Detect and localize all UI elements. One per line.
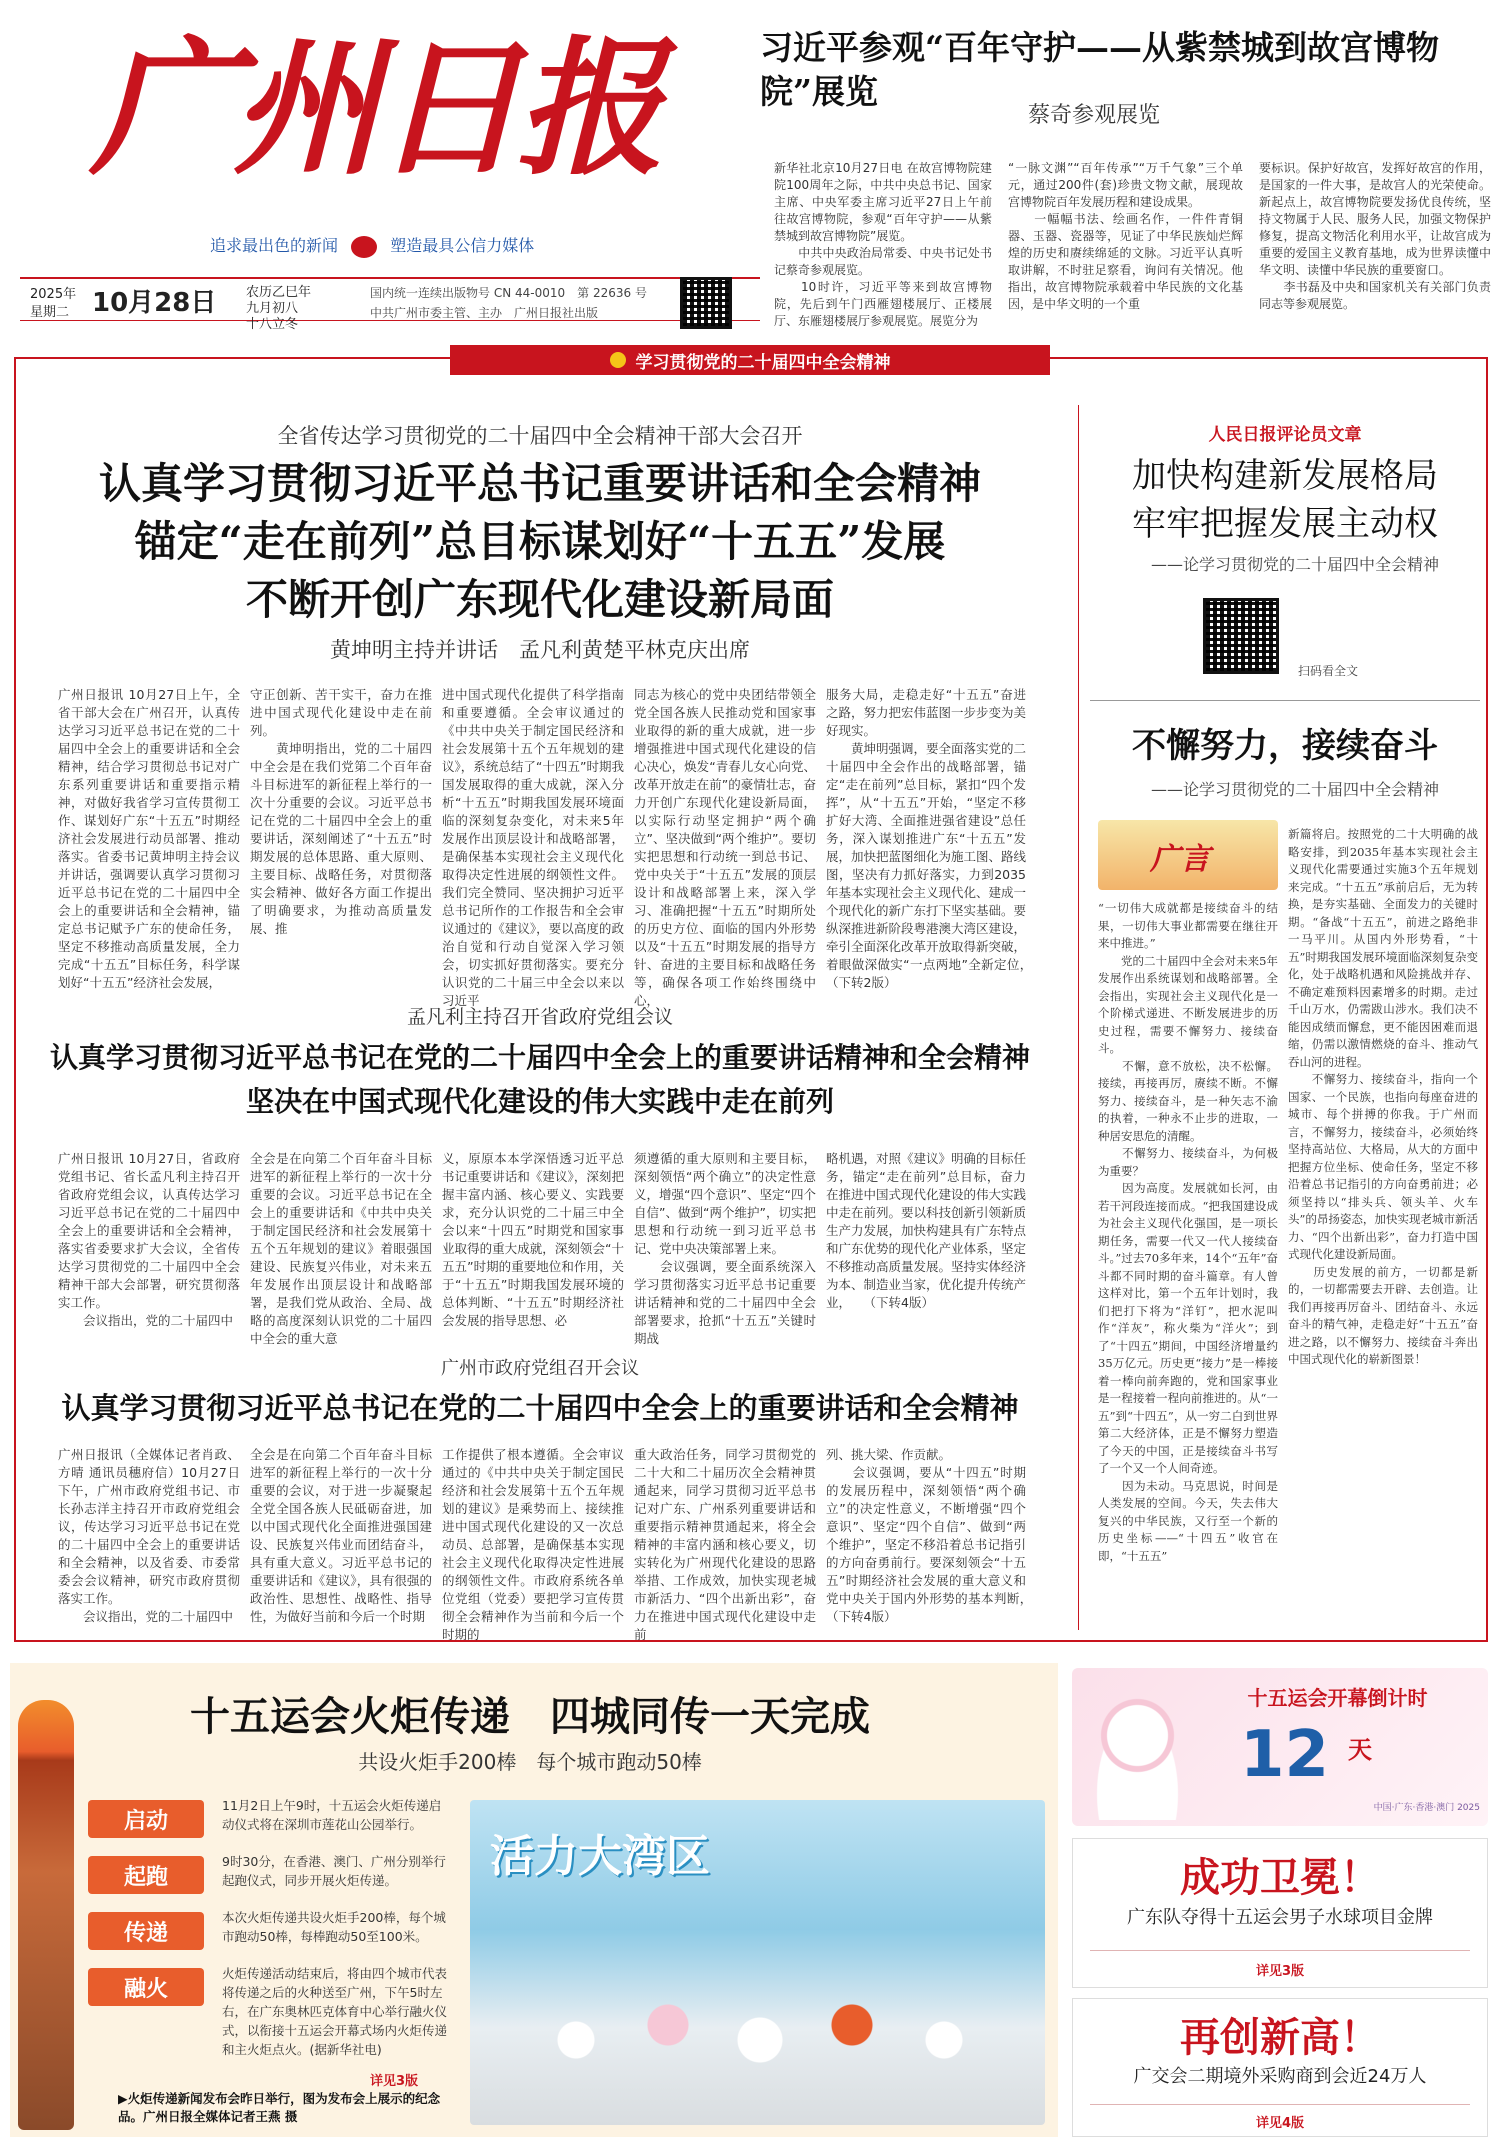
publisher-text: 中共广州市委主管、主办 [370, 306, 503, 320]
story1-headline-line-3: 不断开创广东现代化建设新局面 [245, 575, 834, 624]
torch-photo [470, 1800, 1045, 2125]
story2-col-4: 须遵循的重大原则和主要目标，深刻领悟“两个确立”的决定性意义，增强“四个意识”、坚定“四个自信”、做到“两个维护”，切实把思想和行动统一到习近平总书记、党中央决策部署上来。 会议强调，要全面系统深入学习贯彻落实习近平总书记重要讲话精神和党的二十届四中全会部署要求，抢抓“十五五”关键时期战 [634, 1151, 816, 1346]
lunar-day: 九月初八 [246, 301, 299, 316]
sidebar-separator [1090, 700, 1480, 701]
lunar-year: 农历乙巳年 [246, 285, 312, 300]
story3-col-3: 工作提供了根本遵循。全会审议通过的《中共中央关于制定国民经济和社会发展第十五个五年规划的建议》是乘势而上、接续推进中国式现代化建设的又一次总动员、总部署，是确保基本实现社会主义现代化取得决定性进展的纲领性文件。市政府系统各单位党组（党委）要把学习宣传贯彻全会精神作为当前和今后一个时期的 [442, 1447, 624, 1642]
news-b-text: 广交会二期境外采购商到会近24万人 [1133, 2066, 1427, 2087]
step-text-launch: 11月2日上午9时，十五运会火炬传递启动仪式将在深圳市莲花山公园举行。 [222, 1798, 442, 1832]
column-title: 不懈努力，接续奋斗 [1132, 726, 1438, 766]
step-text-start: 9时30分，在香港、澳门、广州分别举行起跑仪式，同步开展火炬传递。 [222, 1854, 446, 1888]
sidebar-qr-label: 扫码看全文 [1298, 664, 1359, 678]
column-badge [1098, 820, 1278, 890]
story1-kicker: 全省传达学习贯彻党的二十届四中全会精神干部大会召开 [277, 424, 803, 448]
photo-banner: 活力大湾区 [490, 1831, 710, 1882]
countdown-number: 12 [1240, 1718, 1330, 1792]
story1-col-1: 广州日报讯 10月27日上午，全省干部大会在广州召开，认真传达学习习近平总书记在党的二十届四中全会上的重要讲话和全会精神，结合学习贯彻总书记对广东系列重要讲话和重要指示精神，对做好我省学习宣传贯彻工作、谋划好广东“十五五”时期经济社会发展进行动员部署、推动落实。省委书记黄坤明主持会议并讲话，强调要认真学习贯彻习近平总书记在党的二十届四中全会上的重要讲话和全会精神，锚定总书记赋予广东的使命任务，坚定不移推动高质量发展，全力完成“十五五”目标任务，科学谋划好“十五五”经济社会发展， [58, 687, 240, 990]
sidebar-title-line-1: 加快构建新发展格局 [1132, 456, 1438, 496]
column-badge-text: 广言 [1150, 842, 1210, 877]
section-banner [450, 345, 1050, 375]
slogan-right: 塑造最具公信力媒体 [390, 236, 535, 255]
story2-headline-line-2: 坚决在中国式现代化建设的伟大实践中走在前列 [245, 1085, 834, 1118]
weekday: 星期二 [30, 305, 70, 320]
slogan-left: 追求最出色的新闻 [210, 236, 339, 255]
top-story-col-2: “一脉文渊”“百年传承”“万千气象”三个单元，通过200件(套)珍贵文物文献，展现故宫博物院百年发展历程和建设成果。 一幅幅书法、绘画名作，一件件青铜器、玉器、瓷器等，见证了中华民族灿烂辉煌的历史和赓续绵延的文脉。习近平认真听取讲解，不时驻足察看，询问有关情况。他指出，故宫博物院承载着中华民族的文化基因，是中华文明的一个重 [1008, 161, 1243, 311]
story3-col-1: 广州日报讯（全媒体记者肖政、方晴 通讯员穗府信）10月27日下午，广州市政府党组书记、市长孙志洋主持召开市政府党组会议，传达学习习近平总书记在党的二十届四中全会上的重要讲话和全会精神，以及省委、市委常委会会议精神，研究市政府贯彻落实工作。 会议指出，党的二十届四中 [58, 1447, 240, 1624]
party-emblem-icon [610, 352, 626, 368]
news-b-headline: 再创新高！ [1180, 2014, 1380, 2061]
torch-illustration [18, 1700, 74, 2130]
masthead [0, 0, 1500, 335]
slogan [210, 233, 534, 258]
countdown-mascot [1085, 1690, 1190, 1820]
story1-col-5: 服务大局，走稳走好“十五五”奋进之路，努力把宏伟蓝图一步步变为美好现实。 黄坤明强调，要全面落实党的二十届四中全会作出的战略部署，锚定“走在前列”总目标，紧扣“四个发挥”，从“十五五”开始，“坚定不移扩好大湾、全面推进强省建设”总任务，深入谋划推进广东“十五五”发展，加快把蓝图细化为施工图、路线图，坚决有力抓好落实，力到2035年基本实现社会主义现代化、建成一个现代化的新广东打下坚实基础。要纵深推进新阶段粤港澳大湾区建设，牵引全面深化改革开放取得新突破，着眼做深做实“一点两地”全新定位， （下转2版） [826, 687, 1027, 990]
story1-col-3: 进中国式现代化提供了科学指南和重要遵循。全会审议通过的《中共中央关于制定国民经济和社会发展第十五个五年规划的建议》，系统总结了“十四五”时期我国发展取得的重大成就，深入分析“十五五”时期我国发展环境面临的深刻复杂变化，对未来5年发展作出顶层设计和战略部署，是确保基本实现社会主义现代化取得决定性进展的纲领性文件。我们完全赞同、坚决拥护习近平总书记所作的工作报告和全会审议通过的《建议》，要以高度的政治自觉和行动自觉深入学习领会，切实抓好贯彻落实。要充分认识党的二十届三中全会以来以习近平 [442, 687, 624, 1008]
top-story-col-1: 新华社北京10月27日电 在故宫博物院建院100周年之际，中共中央总书记、国家主席、中央军委主席习近平27日上午前往故宫博物院，参观“百年守护——从紫禁城到故宫博物院”展览。 中共中央政治局常委、中央书记处书记蔡奇参观展览。 10时许，习近平等来到故宫博物院，先后到午门西雁翅楼展厅、正楼展厅、东雁翅楼展厅参观展览。展览分为 [774, 161, 992, 328]
story1-col-4: 同志为核心的党中央团结带领全党全国各族人民推动党和国家事业取得的新的重大成就，进一步增强推进中国式现代化建设的信心决心，焕发“青春儿女心向党、改革开放走在前”的豪情壮志，奋力开创广东现代化建设新局面，以实际行动坚定拥护“两个确立”、坚决做到“两个维护”。要切实把思想和行动统一到总书记、党中央关于“十五五”发展的顶层设计和战略部署上来，深入学习、准确把握“十五五”时期所处的历史方位、面临的国内外形势以及“十五五”时期发展的指导方针、奋进的主要目标和战略任务等，确保各项工作始终围绕中心， [634, 687, 816, 1008]
story3-col-5: 列、挑大梁、作贡献。 会议强调，要从“十四五”时期的发展历程中，深刻领悟“两个确立”的决定性意义，不断增强“四个意识”、坚定“四个自信”、做到“两个维护”，坚定不移沿着总书记指引的方向奋勇前行。要深刻领会“十五五”时期经济社会发展的重大意义和党中央关于国内外形势的基本判断， （下转4版） [826, 1447, 1026, 1624]
step-text-merge: 火炬传递活动结束后，将由四个城市代表将传递之后的火种送至广州，下午5时左右，在广东奥林匹克体育中心举行融火仪式，以衔接十五运会开幕式场内火炬传递和主火炬点火。(据新华社电) [222, 1966, 448, 2057]
sidebar-byline: ——论学习贯彻党的二十届四中全会精神 [1150, 555, 1439, 574]
press-text: 广州日报社出版 [514, 306, 599, 320]
story2-col-3: 义，原原本本学深悟透习近平总书记重要讲话和《建议》，深刻把握丰富内涵、核心要义、实践要求，充分认识党的二十届三中全会以来“十四五”时期党和国家事业取得的重大成就，深刻领会“十五五”时期的重要地位和作用，关于“十五五”时期我国发展环境的总体判断、“十五五”时期经济社会发展的指导思想、必 [442, 1151, 624, 1328]
news-a-see[interactable]: 详见3版 [1255, 1964, 1305, 1979]
story3-col-2: 全会是在向第二个百年奋斗目标进军的新征程上举行的一次十分重要的会议，对于进一步凝聚起全党全国各族人民砥砺奋进，加以中国式现代化全面推进强国建设、民族复兴伟业而团结奋斗，具有重大意义。习近平总书记的重要讲话和《建议》，具有很强的政治性、思想性、战略性、指导性，为做好当前和今后一个时期 [250, 1447, 432, 1624]
masthead-qr-code[interactable] [680, 277, 732, 329]
torch-subtitle: 共设火炬手200棒 每个城市跑动50棒 [358, 1750, 702, 1774]
story3-col-4: 重大政治任务，同学习贯彻党的二十大和二十届历次全会精神贯通起来，同学习贯彻习近平总书记对广东、广州系列重要讲话和重要指示精神贯通起来，将全会精神的丰富内涵和核心要义，切实转化为广州现代化建设的思路举措、工作成效，加快实现老城市新活力、“四个出新出彩”，奋力在推进中国式现代化建设中走前 [634, 1447, 816, 1642]
story2-col-5: 略机遇，对照《建议》明确的目标任务，锚定“走在前列”总目标，奋力在推进中国式现代化建设的伟大实践中走在前列。要以科技创新引领新质生产力发展，加快构建具有广东特点和广东优势的现代化产业体系，坚定不移推动高质量发展。坚持实体经济为本、制造业当家，优化提升传统产业， （下转4版） [826, 1151, 1027, 1310]
issn-text: 国内统一连续出版物号 CN 44-0010 [370, 286, 566, 300]
story2-col-2: 全会是在向第二个百年奋斗目标进军的新征程上举行的一次十分重要的会议。习近平总书记在全会上的重要讲话和《中共中央关于制定国民经济和社会发展第十五个五年规划的建议》着眼强国建设、民族复兴伟业，对未来五年发展作出顶层设计和战略部署，是我们党从政治、全局、战略的高度深刻认识党的二十届四中全会的重大意 [250, 1151, 432, 1346]
story3-kicker: 广州市政府党组召开会议 [441, 1358, 639, 1379]
countdown-unit: 天 [1348, 1736, 1372, 1764]
sidebar-label: 人民日报评论员文章 [1208, 425, 1362, 445]
top-story-col-3: 要标识。保护好故宫，发挥好故宫的作用，是国家的一件大事，是故宫人的光荣使命。新起点上，故宫博物院要发扬优良传统，坚持文物属于人民、服务人民，加强文物保护修复，提高文物活化利用水平，让故宫成为重要的爱国主义教育基地，成为世界读懂中华文明、读懂中华民族的重要窗口。 李书磊及中央和国家机关有关部门负责同志等参观展览。 [1259, 161, 1491, 311]
issue-text: 第 22636 号 [577, 286, 647, 300]
story1-col-2: 守正创新、苦干实干，奋力在推进中国式现代化建设中走在前列。 黄坤明指出，党的二十届四中全会是在我们党第二个百年奋斗目标进军的新征程上举行的一次十分重要的会议。习近平总书记在党的二十届四中全会上的重要讲话，深刻阐述了“十五五”时期发展的总体思路、重大原则、主要目标、战略任务，对贯彻落实会精神、做好各方面工作提出了明确要求，为推动高质量发展、推 [250, 687, 432, 936]
countdown-event: 中国·广东·香港·澳门 2025 [1373, 1803, 1480, 1813]
step-label-merge: 融火 [88, 1968, 204, 2006]
news-a-rule [1090, 1950, 1470, 1951]
column-text-a: “一切伟大成就都是接续奋斗的结果，一切伟大事业都需要在继往开来中推进。” 党的二十届四中全会对未来5年发展作出系统谋划和战略部署。全会指出，实现社会主义现代化是一个阶梯式递进、不断发展进步的历史过程，需要不懈努力、接续奋斗。 不懈，意不放松，决不松懈。接续，再接再厉，赓续不断。不懈努力、接续奋斗，是一种矢志不渝的执着，一种永不止步的进取，一种居安思危的清醒。 不懈努力、接续奋斗，为何极为重要？ 因为高度。发展就如长河，由若干河段连接而成。“把我国建设成为社会主义现代化强国，是一项长期任务，需要一代又一代人接续奋斗。”过去70多年来，14个“五年”奋斗都不同时期的奋斗篇章。有人曾这样对比，第一个五年计划时，我们把打下将为“洋钉”，把水泥叫作“洋灰”，称火柴为“洋火”；到了“十四五”期间，中国经济增量约35万亿元。历史更“接力”是一棒接着一棒向前奔跑的，党和国家事业是一程接着一程向前推进的。从“一五”到“十四五”，从一穷二白到世界第二大经济体，正是不懈努力塑造了今天的中国，正是接续奋斗书写了一个又一个人间奇迹。 因为未动。马克思说，时间是人类发展的空间。今天，失去伟大复兴的中华民族，又行至一个新的历史坐标——“十四五”收官在即，“十五五” [1098, 901, 1278, 1563]
torch-caption: ▶火炬传递新闻发布会昨日举行，图为发布会上展示的纪念品。广州日报全媒体记者王燕 摄 [118, 2091, 441, 2124]
story2-col-1: 广州日报讯 10月27日，省政府党组书记、省长孟凡利主持召开省政府党组会议，认真传达学习习近平总书记在党的二十届四中全会上的重要讲话和全会精神，落实省委要求扩大会议，全省传达学习贯彻党的二十届四中全会精神干部大会部署，研究贯彻落实工作。 会议指出，党的二十届四中 [58, 1151, 240, 1328]
top-story-headline: 习近平参观“百年守护——从紫禁城到故宫博物院”展览 [760, 28, 1439, 111]
story3-headline: 认真学习贯彻习近平总书记在党的二十届四中全会上的重要讲话和全会精神 [61, 1391, 1019, 1425]
sidebar-title [1090, 452, 1480, 548]
year: 2025年 [30, 287, 77, 302]
torch-see-page[interactable]: 详见3版 [370, 2074, 419, 2089]
news-b-rule [1090, 2104, 1470, 2105]
story1-subhead: 黄坤明主持并讲话 孟凡利黄楚平林克庆出席 [330, 638, 750, 662]
mascot-figures [530, 1950, 990, 2100]
story1-headline-line-2: 锚定“走在前列”总目标谋划好“十五五”发展 [134, 517, 946, 566]
sidebar-divider [1078, 405, 1079, 1630]
torch-title: 十五运会火炬传递 四城同传一天完成 [190, 1693, 870, 1740]
story2-headline [30, 1036, 1050, 1124]
publisher [370, 304, 598, 321]
sidebar-title-line-2: 牢牢把握发展主动权 [1132, 504, 1438, 544]
slogan-logo-icon [351, 236, 377, 258]
step-label-launch: 启动 [88, 1800, 204, 1838]
column-byline: ——论学习贯彻党的二十届四中全会精神 [1150, 780, 1439, 799]
section-banner-text: 学习贯彻党的二十届四中全会精神 [635, 352, 891, 373]
story2-kicker: 孟凡利主持召开省政府党组会议 [406, 1006, 673, 1028]
column-text-b: 新篇将启。按照党的二十大明确的战略安排，到2035年基本实现社会主义现代化需要通过实施3个五年规划来完成。“十五五”承前启后，无为转换，是夯实基础、全面发力的关键时期。“备战“十五五”，前进之路绝非一马平川。从国内外形势看，“十五”时期我国发展环境面临深刻复杂变化，处于战略机遇和风险挑战并存、不确定难预料因素增多的时期。走过千山万水，仍需跋山涉水。我们决不能因成绩而懈怠，更不能因困难而退缩，仍需以激情燃烧的奋斗、推动气吞山河的进程。 不懈努力、接续奋斗，指向一个国家、一个民族，也指向每座奋进的城市、每个拼搏的你我。于广州而言，不懈努力，接续奋斗，必须始终坚持高站位、大格局，从大的方面中把握方位坐标、使命任务，坚定不移沿着总书记指引的方向奋勇前进；必须坚持以“排头兵、领头羊、火车头”的昂扬姿态，加快实现老城市新活力、“四个出新出彩”，奋力打造中国式现代化建设新局面。 历史发展的前方，一切都是新的，一切都需要去开辟、去创造。让我们再接再厉奋斗、团结奋斗、永远奋斗的精气神，走稳走好“十五五”奋进之路，以不懈努力、接续奋斗奔出中国式现代化的崭新图景！ [1288, 827, 1478, 1366]
date: 10月28日 [92, 288, 217, 318]
news-a-headline: 成功卫冕！ [1180, 1854, 1380, 1901]
solar-term: 十八立冬 [246, 317, 299, 332]
step-text-relay: 本次火炬传递共设火炬手200棒，每个城市跑动50棒，每棒跑动50至100米。 [222, 1910, 446, 1944]
story2-headline-line-1: 认真学习贯彻习近平总书记在党的二十届四中全会上的重要讲话精神和全会精神 [49, 1041, 1030, 1074]
news-a-text: 广东队夺得十五运会男子水球项目金牌 [1127, 1907, 1433, 1928]
step-label-start: 起跑 [88, 1856, 204, 1894]
story1-headline [30, 455, 1050, 629]
countdown-label: 十五运会开幕倒计时 [1247, 1686, 1428, 1710]
sidebar-qr-code[interactable] [1203, 598, 1279, 674]
news-b-see[interactable]: 详见4版 [1255, 2116, 1305, 2131]
top-story-subhead: 蔡奇参观展览 [1028, 103, 1161, 128]
issn [370, 284, 647, 301]
story1-headline-line-1: 认真学习贯彻习近平总书记重要讲话和全会精神 [98, 459, 981, 508]
masthead-logo: 广州日报 [90, 21, 658, 195]
step-label-relay: 传递 [88, 1912, 204, 1950]
